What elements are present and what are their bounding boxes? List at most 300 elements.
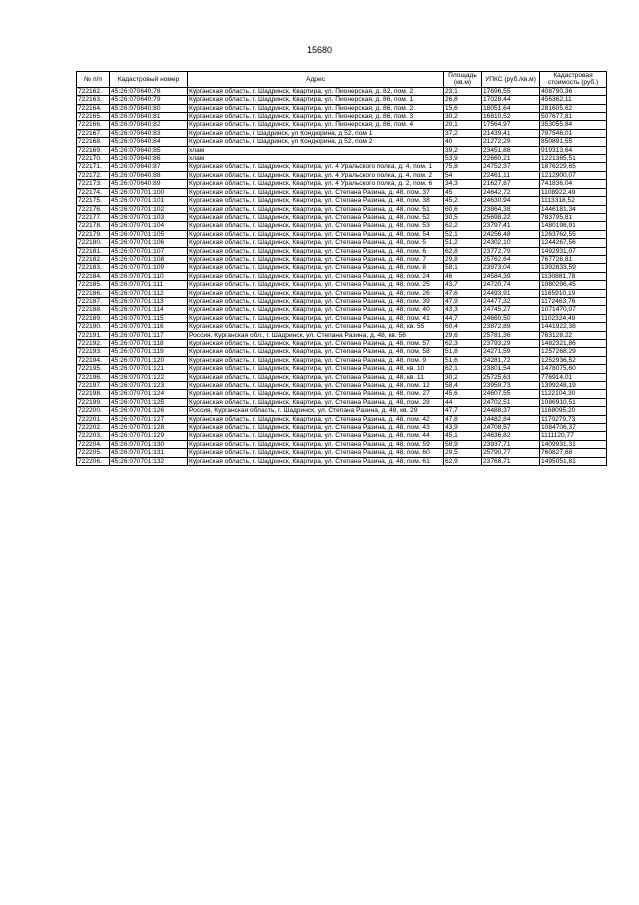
cadastral-cost-cell: 1480198,91 [540,222,607,230]
address-cell: Курганская область, г. Шадринск, Квартира, ул. Пионерская, д. 82, пом. 2 [188,87,444,95]
row-number-cell: 722205. [77,449,110,457]
upks-cell: 21627,87 [482,180,540,188]
upks-cell: 23793,29 [482,340,540,348]
cadastral-number-cell: 45:26:070701:126 [110,407,188,415]
cadastral-cost-cell: 1165910,19 [540,289,607,297]
upks-cell: 21439,41 [482,129,540,137]
row-number-cell: 722196. [77,373,110,381]
upks-cell: 18051,64 [482,104,540,112]
row-number-cell: 722180. [77,239,110,247]
address-cell: Курганская область, г Шадринск, ул Кондюрина, д 52, пом 2 [188,138,444,146]
address-cell: Курганская область, г. Шадринск, Квартира, ул. Пионерская, д. 86, пом. 2 [188,104,444,112]
table-row [77,356,607,364]
cadastral-number-cell: 45:26:070701:111 [110,281,188,289]
table-row [77,197,607,205]
cadastral-cost-cell: 281605,62 [540,104,607,112]
address-cell: Курганская область, г. Шадринск, Квартира, ул. 4 Уральского полка, д. 4, пом. 2 [188,171,444,179]
cadastral-number-cell: 45:26:070701:124 [110,390,188,398]
area-cell: 60,4 [444,323,482,331]
row-number-cell: 722177. [77,213,110,221]
row-number-cell: 722164. [77,104,110,112]
table-row [77,205,607,213]
row-number-cell: 722162. [77,87,110,95]
header-num: № п/п [77,72,110,88]
area-cell: 54 [444,171,482,179]
upks-cell: 24752,37 [482,163,540,171]
cadastral-cost-cell: 763128,22 [540,331,607,339]
address-cell: хлам [188,155,444,163]
cadastral-cost-cell: 741836,04 [540,180,607,188]
address-cell: Курганская область, г. Шадринск, Квартира, ул. Степана Разина, д. 48, пом. 59 [188,440,444,448]
row-number-cell: 722199. [77,398,110,406]
cadastral-cost-cell: 1084706,37 [540,424,607,432]
row-number-cell: 722165. [77,113,110,121]
header-cadastral-number: Кадастровый номер [110,72,188,88]
row-number-cell: 722192. [77,340,110,348]
cadastral-number-cell: 45:26:070701:119 [110,348,188,356]
cadastral-cost-cell: 408790,36 [540,87,607,95]
upks-cell: 23864,38 [482,205,540,213]
row-number-cell: 722174. [77,188,110,196]
address-cell: Курганская область, г. Шадринск, Квартира, ул. 4 Уральского полка, д. 2, пом. 6 [188,180,444,188]
row-number-cell: 722176. [77,205,110,213]
cadastral-number-cell: 45:26:070640:80 [110,104,188,112]
area-cell: 45 [444,188,482,196]
cadastral-cost-cell: 1168095,20 [540,407,607,415]
upks-cell: 24630,94 [482,197,540,205]
row-number-cell: 722194. [77,356,110,364]
address-cell: Курганская область, г. Шадринск, Квартира, ул. Степана Разина, д. 48, пом. 37 [188,188,444,196]
area-cell: 45,2 [444,197,482,205]
area-cell: 23,1 [444,87,482,95]
upks-cell: 25762,64 [482,255,540,263]
row-number-cell: 722181. [77,247,110,255]
address-cell: Курганская область, г. Шадринск, Квартира, ул. Степана Разина, д. 48, пом. 8 [188,264,444,272]
row-number-cell: 722175. [77,197,110,205]
cadastral-cost-cell: 353055,84 [540,121,607,129]
cadastral-cost-cell: 1111120,77 [540,432,607,440]
address-cell: Курганская область, г. Шадринск, Квартира, ул. Степана Разина, д. 48, пом. 51 [188,205,444,213]
upks-cell: 24493,91 [482,289,540,297]
address-cell: Курганская область, г. Шадринск, Квартира, ул. Степана Разина, д. 48, пом. 27 [188,390,444,398]
upks-cell: 23768,71 [482,457,540,465]
cadastral-cost-cell: 1086910,51 [540,398,607,406]
upks-cell: 25790,77 [482,449,540,457]
table-row [77,96,607,104]
area-cell: 52,1 [444,230,482,238]
address-cell: хлам [188,146,444,154]
cadastral-number-cell: 45:26:070701:118 [110,340,188,348]
address-cell: Курганская область, г. Шадринск, Квартира, ул. Пионерская, д. 86, пом. 3 [188,113,444,121]
area-cell: 29,8 [444,255,482,263]
table-row [77,449,607,457]
cadastral-cost-cell: 1080296,45 [540,281,607,289]
cadastral-cost-cell: 1071470,07 [540,306,607,314]
cadastral-number-cell: 45:26:070701:101 [110,197,188,205]
upks-cell: 23959,73 [482,382,540,390]
address-cell: Курганская область, г. Шадринск, Квартира, ул. Степана Разина, д. 48, пом. 26 [188,289,444,297]
cadastral-number-cell: 45:26:070701:129 [110,432,188,440]
cadastral-number-cell: 45:26:070701:108 [110,255,188,263]
table-row [77,331,607,339]
area-cell: 47,9 [444,297,482,305]
table-row [77,382,607,390]
table-row [77,113,607,121]
cadastral-cost-cell: 1221385,51 [540,155,607,163]
address-cell: Курганская область, г. Шадринск, Квартира, ул. Степана Разина, д. 48, кв. 10 [188,365,444,373]
cadastral-cost-cell: 1130881,78 [540,272,607,280]
cadastral-cost-cell: 456362,11 [540,96,607,104]
row-number-cell: 722173. [77,180,110,188]
table-row [77,281,607,289]
table-row [77,255,607,263]
address-cell: Курганская область, г. Шадринск, Квартира, ул. Степана Разина, д. 48, кв. 55 [188,323,444,331]
upks-cell: 23451,88 [482,146,540,154]
row-number-cell: 722188. [77,306,110,314]
cadastral-number-cell: 45:26:070640:84 [110,138,188,146]
area-cell: 37,2 [444,129,482,137]
table-row [77,340,607,348]
address-cell: Курганская область, г. Шадринск, Квартира, ул. Степана Разина, д. 48, пом. 6 [188,247,444,255]
upks-cell: 24488,37 [482,407,540,415]
table-row [77,297,607,305]
area-cell: 45,1 [444,432,482,440]
row-number-cell: 722170. [77,155,110,163]
cadastral-cost-cell: 1108922,49 [540,188,607,196]
cadastral-number-cell: 45:26:070640:86 [110,155,188,163]
table-row [77,230,607,238]
area-cell: 62,3 [444,340,482,348]
cadastral-number-cell: 45:26:070701:102 [110,205,188,213]
cadastral-cost-cell: 1492931,07 [540,247,607,255]
table-row [77,424,607,432]
area-cell: 43,9 [444,424,482,432]
table-row [77,171,607,179]
table-row [77,188,607,196]
cadastral-cost-cell: 1478075,60 [540,365,607,373]
row-number-cell: 722197. [77,382,110,390]
cadastral-number-cell: 45:26:070640:82 [110,121,188,129]
cadastral-cost-cell: 760827,68 [540,449,607,457]
table-row [77,104,607,112]
cadastral-number-cell: 45:26:070701:110 [110,272,188,280]
row-number-cell: 722204. [77,440,110,448]
row-number-cell: 722178. [77,222,110,230]
row-number-cell: 722184. [77,272,110,280]
area-cell: 40 [444,138,482,146]
table-row [77,289,607,297]
address-cell: Курганская область, г. Шадринск, Квартира, ул. Степана Разина, д. 48, пом. 44 [188,432,444,440]
table-row [77,87,607,95]
address-cell: Курганская область, г. Шадринск, Квартира, ул. Степана Разина, д. 48, пом. 9 [188,356,444,364]
cadastral-number-cell: 45:26:070701:116 [110,323,188,331]
table-row [77,222,607,230]
upks-cell: 17028,44 [482,96,540,104]
cadastral-cost-cell: 1122104,30 [540,390,607,398]
cadastral-cost-cell: 1244267,56 [540,239,607,247]
row-number-cell: 722182. [77,255,110,263]
area-cell: 53,9 [444,155,482,163]
upks-cell: 25725,63 [482,373,540,381]
cadastral-number-cell: 45:26:070701:106 [110,239,188,247]
cadastral-cost-cell: 1409931,31 [540,440,607,448]
cadastral-cost-cell: 1172463,76 [540,297,607,305]
area-cell: 39,2 [444,146,482,154]
area-cell: 62,9 [444,457,482,465]
table-row [77,314,607,322]
row-number-cell: 722186. [77,289,110,297]
area-cell: 43,3 [444,306,482,314]
cadastral-number-cell: 45:26:070701:105 [110,230,188,238]
row-number-cell: 722172. [77,171,110,179]
address-cell: Курганская область, г. Шадринск, Квартира, ул. Пионерская, д. 86, пом. 4 [188,121,444,129]
table-row [77,407,607,415]
table-row [77,306,607,314]
upks-cell: 24708,57 [482,424,540,432]
row-number-cell: 722193. [77,348,110,356]
area-cell: 30,5 [444,213,482,221]
cadastral-number-cell: 45:26:070701:107 [110,247,188,255]
address-cell: Курганская область, г. Шадринск, Квартира, ул. Степана Разина, д. 48, пом. 52 [188,213,444,221]
cadastral-number-cell: 45:26:070701:112 [110,289,188,297]
row-number-cell: 722171. [77,163,110,171]
area-cell: 26,8 [444,96,482,104]
area-cell: 47,8 [444,415,482,423]
cadastral-cost-cell: 783795,81 [540,213,607,221]
cadastral-cost-cell: 767726,81 [540,255,607,263]
area-cell: 62,1 [444,365,482,373]
row-number-cell: 722195. [77,365,110,373]
area-cell: 34,3 [444,180,482,188]
row-number-cell: 722200. [77,407,110,415]
area-cell: 58,1 [444,264,482,272]
address-cell: Россия, Курганская обл., г. Шадринск, ул. Степана Разина, д. 48, кв. 56 [188,331,444,339]
cadastral-number-cell: 45:26:070701:123 [110,382,188,390]
table-row [77,264,607,272]
cadastral-cost-cell: 919313,64 [540,146,607,154]
table-row [77,457,607,465]
row-number-cell: 722183. [77,264,110,272]
cadastral-number-cell: 45:26:070701:103 [110,213,188,221]
area-cell: 51,2 [444,239,482,247]
row-number-cell: 722168. [77,138,110,146]
page-number: 15680 [306,45,333,55]
upks-cell: 25781,36 [482,331,540,339]
upks-cell: 24720,74 [482,281,540,289]
upks-cell: 23973,04 [482,264,540,272]
table-row [77,163,607,171]
table-row [77,373,607,381]
table-row [77,155,607,163]
cadastral-number-cell: 45:26:070701:131 [110,449,188,457]
cadastral-cost-cell: 1392833,59 [540,264,607,272]
table-row [77,348,607,356]
upks-cell: 24745,27 [482,306,540,314]
address-cell: Курганская область, г. Шадринск, Квартира, ул. Степана Разина, д. 48, пом. 5 [188,239,444,247]
table-header-row [77,72,607,88]
table-row [77,323,607,331]
upks-cell: 25698,22 [482,213,540,221]
upks-cell: 22461,11 [482,171,540,179]
cadastral-number-cell: 45:26:070701:130 [110,440,188,448]
area-cell: 29,5 [444,449,482,457]
cadastral-cost-cell: 1441922,38 [540,323,607,331]
row-number-cell: 722198. [77,390,110,398]
cadastral-number-cell: 45:26:070701:113 [110,297,188,305]
upks-cell: 21272,29 [482,138,540,146]
address-cell: Курганская область, г. Шадринск, Квартира, ул. Степана Разина, д. 48, пом. 42 [188,415,444,423]
cadastral-number-cell: 45:26:070701:100 [110,188,188,196]
area-cell: 45,6 [444,390,482,398]
table-row [77,415,607,423]
area-cell: 75,8 [444,163,482,171]
table-row [77,146,607,154]
upks-cell: 22660,21 [482,155,540,163]
row-number-cell: 722202. [77,424,110,432]
cadastral-number-cell: 45:26:070640:79 [110,96,188,104]
upks-cell: 24636,82 [482,432,540,440]
upks-cell: 24302,10 [482,239,540,247]
upks-cell: 23797,41 [482,222,540,230]
table-row [77,440,607,448]
table-row [77,239,607,247]
cadastral-cost-cell: 1102324,49 [540,314,607,322]
cadastral-cost-cell: 1482321,86 [540,340,607,348]
area-cell: 58,4 [444,382,482,390]
cadastral-cost-cell: 1257268,29 [540,348,607,356]
header-cadastral-cost: Кадастровая стоимость (руб.) [540,72,607,88]
upks-cell: 24642,72 [482,188,540,196]
cadastral-number-cell: 45:26:070701:114 [110,306,188,314]
table-row [77,432,607,440]
upks-cell: 17564,97 [482,121,540,129]
table-row [77,365,607,373]
cadastral-cost-cell: 507677,81 [540,113,607,121]
cadastral-number-cell: 45:26:070701:121 [110,365,188,373]
upks-cell: 24482,84 [482,415,540,423]
address-cell: Курганская область, г. Шадринск, Квартира, ул. Пионерская, д. 86, пом. 1 [188,96,444,104]
address-cell: Курганская область, г. Шадринск, Квартира, ул. Степана Разина, д. 48, кв. 11 [188,373,444,381]
area-cell: 60,6 [444,205,482,213]
row-number-cell: 722185. [77,281,110,289]
table-row [77,121,607,129]
table-row [77,180,607,188]
cadastral-number-cell: 45:26:070640:78 [110,87,188,95]
cadastral-cost-cell: 1263762,55 [540,230,607,238]
area-cell: 62,2 [444,222,482,230]
cadastral-number-cell: 45:26:070640:85 [110,146,188,154]
area-cell: 30,2 [444,373,482,381]
table-row [77,138,607,146]
upks-cell: 24271,59 [482,348,540,356]
row-number-cell: 722206. [77,457,110,465]
address-cell: Курганская область, г Шадринск, ул Кондюрина, д 52, пом 1 [188,129,444,137]
row-number-cell: 722179. [77,230,110,238]
address-cell: Курганская область, г. Шадринск, Квартира, ул. Степана Разина, д. 48, пом. 53 [188,222,444,230]
upks-cell: 24584,39 [482,272,540,280]
cadastral-number-cell: 45:26:070701:120 [110,356,188,364]
row-number-cell: 722166. [77,121,110,129]
row-number-cell: 722203. [77,432,110,440]
cadastral-cost-cell: 1495051,81 [540,457,607,465]
address-cell: Курганская область, г. Шадринск, Квартира, ул. Степана Разина, д. 48, пом. 40 [188,306,444,314]
table-row [77,398,607,406]
upks-cell: 24660,50 [482,314,540,322]
cadastral-cost-cell: 1399248,19 [540,382,607,390]
upks-cell: 24702,51 [482,398,540,406]
cadastral-number-cell: 45:26:070701:132 [110,457,188,465]
upks-cell: 23872,89 [482,323,540,331]
upks-cell: 17696,55 [482,87,540,95]
area-cell: 51,6 [444,356,482,364]
row-number-cell: 722187. [77,297,110,305]
cadastral-number-cell: 45:26:070701:117 [110,331,188,339]
row-number-cell: 722167. [77,129,110,137]
address-cell: Курганская область, г. Шадринск, Квартира, ул. Степана Разина, д. 48, пом. 60 [188,449,444,457]
address-cell: Курганская область, г. Шадринск, Квартира, ул. Степана Разина, д. 48, пом. 61 [188,457,444,465]
area-cell: 47,6 [444,289,482,297]
address-cell: Курганская область, г. Шадринск, Квартира, ул. Степана Разина, д. 48, пом. 25 [188,281,444,289]
area-cell: 44,7 [444,314,482,322]
cadastral-cost-cell: 1252936,52 [540,356,607,364]
upks-cell: 24607,55 [482,390,540,398]
area-cell: 47,7 [444,407,482,415]
upks-cell: 24256,48 [482,230,540,238]
address-cell: Курганская область, г. Шадринск, Квартира, ул. Степана Разина, д. 48, пом. 39 [188,297,444,305]
cadastral-number-cell: 45:26:070640:81 [110,113,188,121]
area-cell: 44 [444,398,482,406]
area-cell: 15,6 [444,104,482,112]
row-number-cell: 722163. [77,96,110,104]
cadastral-number-cell: 45:26:070640:83 [110,129,188,137]
upks-cell: 23772,79 [482,247,540,255]
header-upks: УПКС (руб./кв.м) [482,72,540,88]
cadastral-number-cell: 45:26:070701:115 [110,314,188,322]
address-cell: Россия, Курганская область, г. Шадринск, ул. Степана Разина, д. 48, кв. 29 [188,407,444,415]
area-cell: 30,2 [444,113,482,121]
upks-cell: 23937,71 [482,440,540,448]
address-cell: Курганская область, г. Шадринск, Квартира, ул. Степана Разина, д. 48, пом. 28 [188,398,444,406]
upks-cell: 24281,72 [482,356,540,364]
cadastral-number-cell: 45:26:070701:122 [110,373,188,381]
area-cell: 20,1 [444,121,482,129]
row-number-cell: 722191. [77,331,110,339]
address-cell: Курганская область, г. Шадринск, Квартира, ул. Степана Разина, д. 48, пом. 38 [188,197,444,205]
cadastral-cost-cell: 1170279,73 [540,415,607,423]
row-number-cell: 722169. [77,146,110,154]
cadastral-number-cell: 45:26:070640:88 [110,171,188,179]
cadastral-cost-cell: 1212900,07 [540,171,607,179]
area-cell: 29,6 [444,331,482,339]
cadastral-cost-cell: 1446181,34 [540,205,607,213]
cadastral-number-cell: 45:26:070701:128 [110,424,188,432]
header-address: Адрес [188,72,444,88]
address-cell: Курганская область, г. Шадринск, Квартира, ул. Степана Разина, д. 48, пом. 58 [188,348,444,356]
address-cell: Курганская область, г. Шадринск, Квартира, ул. Степана Разина, д. 48, пом. 41 [188,314,444,322]
row-number-cell: 722190. [77,323,110,331]
cadastral-number-cell: 45:26:070701:104 [110,222,188,230]
cadastral-table [76,71,607,466]
address-cell: Курганская область, г. Шадринск, Квартира, ул. Степана Разина, д. 48, пом. 24 [188,272,444,280]
address-cell: Курганская область, г. Шадринск, Квартира, ул. Степана Разина, д. 48, пом. 12 [188,382,444,390]
cadastral-cost-cell: 1113318,52 [540,197,607,205]
row-number-cell: 722201. [77,415,110,423]
address-cell: Курганская область, г. Шадринск, Квартира, ул. Степана Разина, д. 48, пом. 43 [188,424,444,432]
cadastral-number-cell: 45:26:070701:109 [110,264,188,272]
header-area: Площадь (кв.м) [444,72,482,88]
area-cell: 58,9 [444,440,482,448]
address-cell: Курганская область, г. Шадринск, Квартира, ул. Степана Разина, д. 48, пом. 54 [188,230,444,238]
